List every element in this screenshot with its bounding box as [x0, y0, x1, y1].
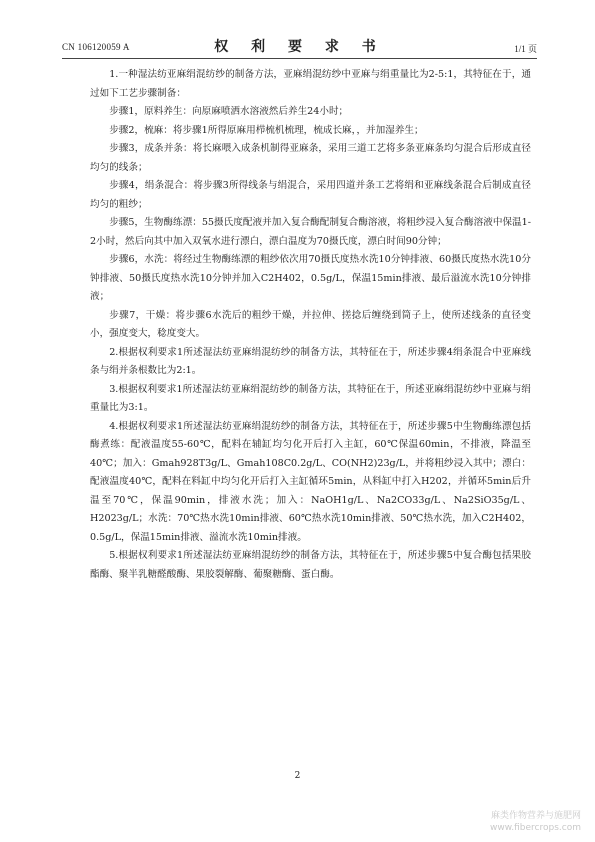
page-indicator: 1/1 页: [514, 44, 537, 54]
patent-number: CN 106120059 A: [62, 42, 130, 52]
claim-5: 5.根据权利要求1所述湿法纺亚麻绢混纺纱的制备方法，其特征在于，所述步骤5中复合酶包括果胶酯酶、聚半乳糖醛酸酶、果胶裂解酶、葡聚糖酶、蛋白酶。: [90, 550, 531, 580]
header-divider: [62, 58, 537, 59]
site-watermark: [490, 810, 581, 834]
claim-3: 3.根据权利要求1所述湿法纺亚麻绢混纺纱的制备方法，其特征在于，所述亚麻绢混纺纱中亚麻与绢重量比为3:1。: [90, 383, 531, 413]
claim-1-step-1: 步骤1，原料养生：向原麻喷洒水溶液然后养生24小时；: [109, 106, 349, 117]
document-title: 权 利 要 求 书: [214, 39, 385, 55]
claim-2: 2.根据权利要求1所述湿法纺亚麻绢混纺纱的制备方法，其特征在于，所述步骤4绢条混合中亚麻线条与绢并条根数比为2:1。: [90, 346, 531, 376]
claim-1-step-3: 步骤3，成条并条：将长麻喂入成条机制得亚麻条，采用三道工艺将多条亚麻条均匀混合后形成直径均匀的线条；: [90, 143, 531, 173]
claim-1-step-4: 步骤4，绢条混合：将步骤3所得线条与绢混合，采用四道并条工艺将绢和亚麻线条混合后制成直径均匀的粗纱；: [90, 180, 531, 210]
claim-1-step-7: 步骤7，干燥：将步骤6水洗后的粗纱干燥，并拉伸、搓捻后缠绕到筒子上，使所述线条的直径变小，强度变大，稔度变大。: [90, 309, 531, 339]
claim-1-intro: 1.一种湿法纺亚麻绢混纺纱的制备方法，亚麻绢混纺纱中亚麻与绢重量比为2-5:1，其特征在于，通过如下工艺步骤制备：: [90, 69, 531, 99]
watermark-url: www.fibercrops.com: [490, 823, 581, 833]
claim-1-step-6: 步骤6，水洗：将经过生物酶练漂的粗纱依次用70摄氏度热水洗10分钟排液、60摄氏度热水洗10分钟排液、50摄氏度热水洗10分钟并加入C2H402，0.5g/L，保温15min排液、最后溢流水洗10分钟排液；: [90, 254, 531, 302]
claim-1-step-5: 步骤5，生物酶练漂：55摄氏度配液并加入复合酶配制复合酶溶液，将粗纱浸入复合酶溶液中保温1-2小时，然后向其中加入双氧水进行漂白，漂白温度为70摄氏度，漂白时间90分钟；: [90, 217, 531, 247]
page-header: [62, 36, 537, 58]
watermark-title: 麻类作物营养与施肥网: [490, 811, 581, 821]
claim-1-step-2: 步骤2，梳麻：将步骤1所得原麻用栉梳机梳理，梳成长麻，，并加湿养生；: [109, 124, 424, 136]
page-number: 2: [294, 771, 301, 781]
claim-4: 4.根据权利要求1所述湿法纺亚麻绢混纺纱的制备方法，其特征在于，所述步骤5中生物酶练漂包括酶煮练：配液温度55-60℃，配料在辅缸均匀化开后打入主缸，60℃保温60min，不排液，降温至40℃；加入：Gmah928T3g/L、Gmah108C0.2g/L、CO(NH2)23g/L，并将粗纱浸入其中；漂白：配液温度40℃，配料在料缸中均匀化开后打入主缸循环5min，从料缸中打入H202，并循环5min后升温至70℃，保温90min，排液水洗；加入：NaOH1g/L、Na2CO33g/L、Na2SiO35g/L、H2023g/L；水洗：70℃热水洗10min排液、60℃热水洗10min排液、50℃热水洗，加入C2H402，0.5g/L，保温15min排液、溢流水洗10min排液。: [90, 420, 531, 543]
claims-body: [90, 66, 531, 584]
